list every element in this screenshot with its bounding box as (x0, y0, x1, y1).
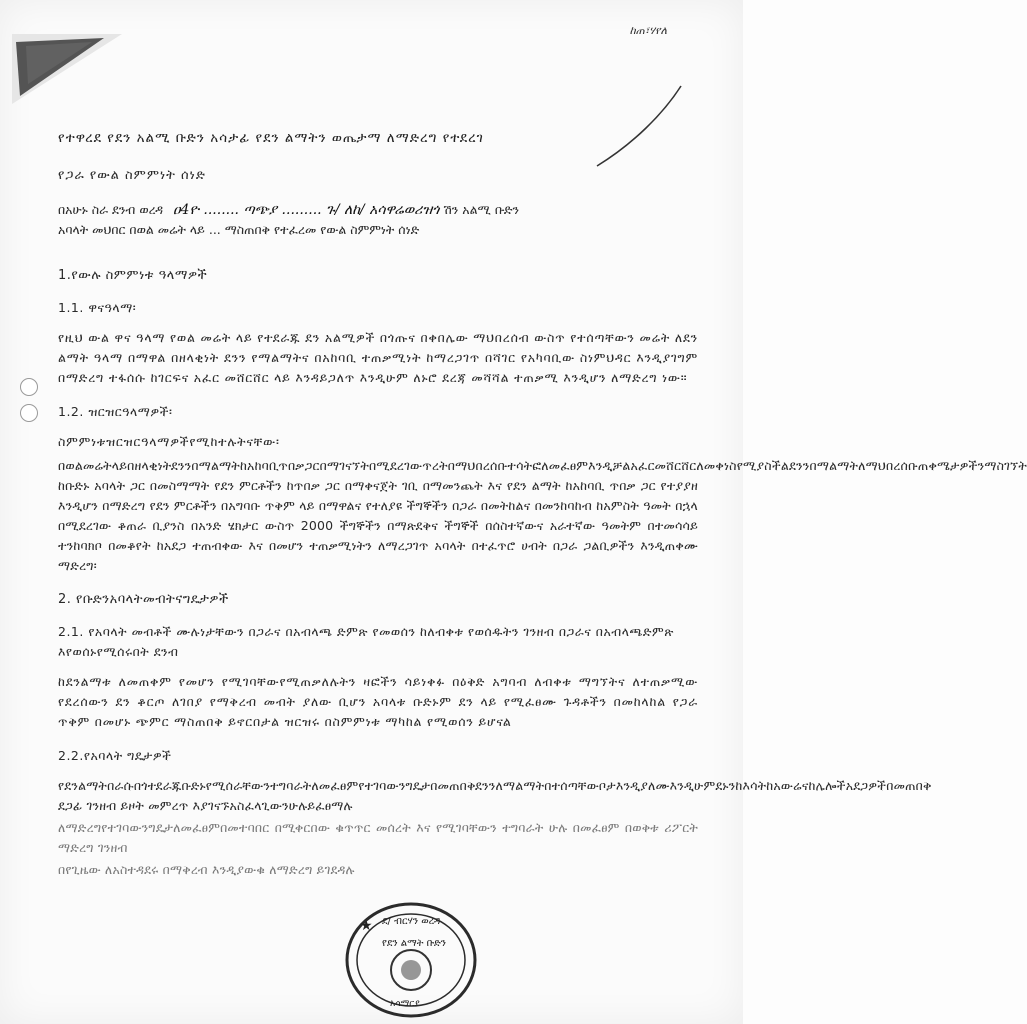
subsection-2-1-heading: 2.1. የአባላት መብቶች ሙሉነታቸውን በጋራና በአብላጫ ድምጽ የመወሰን ከለብቀቱ የወሰዱትን ገንዘብ በጋራና በአብላጫድምጽ እየወሰኑየሚሰሩበት ደንብ (58, 624, 674, 659)
seal-lower-text: አሳማርያ (390, 999, 420, 1009)
subsection-1-1-heading: 1.1. ዋናዓላማ፡ (58, 300, 137, 315)
subsection-2-1-paragraph: ከደንልማቱ ለመጠቀም የመሆን የሚገባቸውየሚጠቃለሉትን ዛፎችን ሳይነቀፉ በዕቅድ አግባብ ለብቀቱ ማግኘትና ለተጠቃሚው የደረሰውን ደን ቆርጦ ለገበያ የማቅረብ መብት ያለው ቢሆን አባላቱ ቡድኑም ደን ላይ የሚፈፀሙ ጉዳቶችን በመከላከል የጋራ ጥቅም በመሆኑ ጭምር ማስጠበቅ ይኖርበታል ዝርዝሩ በስምምነቱ ማካከል የሚወሰን ይሆናል (58, 674, 698, 729)
page-reference-handwritten: ከጠ፣ሃየለ (629, 24, 667, 37)
subsection-2-2-paragraph-2: ለማድረግየተገባውንግዴታለመፈፀምበመተባበር በሚቀርበው ቁጥጥር መሰረት እና የሚገባቸውን ተግባራት ሁሉ በመፈፀም በወቅቱ ሪፖርት ማድረግ ገንዘብ (58, 820, 698, 855)
seal-top-text: ደ/ ብርሃን ወረዳ (382, 916, 441, 927)
party-statement (58, 200, 698, 240)
handwritten-party-name: ዐ4ዮ ........ ጣጭያ ......... ጉ/ ለከ/ አሳዋሬወሪዝጎ (173, 202, 440, 218)
document-type: የጋራ የውል ስምምነት ሰነድ (58, 168, 206, 183)
document-body (58, 128, 1027, 894)
subsection-2-2-paragraph-3: በየጊዜው ለአስተዳደሩ በማቅረብ እንዲያውቁ ለማድረግ ይገደዳሉ (58, 862, 355, 877)
party-line-suffix: ሽን አልሚ ቡድን (443, 202, 520, 217)
subsection-2-2-heading: 2.2.የአባላት ግዴታዎች (58, 748, 172, 763)
subsection-1-2-paragraph: በወልመሬትላይበዘላቂነትደንንበማልማትከአከባቢጥበቃጋርበማገናኘትበሚደረገውጥረትበማህበረሰቡተሳትፎለመፈፀምእንዲቻልአፈርመሸርሸርለመቀነስየሚያስችልደንንበማልማትለማህበረሰቡጠቀሜታዎችንማስገኘት ከቡድኑ አባላት ጋር በመስማማት የደን ምርቶችን ከጥበቃ ጋር በማቀናጀት ገቢ በማመንጨት እና የደን ልማት ከአከባቢ ጥበቃ ጋር የተያያዘ እንዲሆን በማድረግ የደን ምርቶችን በአግባቡ ጥቅም ላይ በማዋልና የተለያዩ ችግኞችን በጋራ በመትከልና በመንከባከብ ከአምስት ዓመት በኋላ በሚደረገው ቆጠራ ቢያንስ በአንድ ሄክታር ውስጥ 2000 ችግኞችን በማጽደቅና ችግኞች በሰስተኛውና አራተኛው ዓመትም በተመሳሳይ ተንከባክቦ በመቆየት ከአደጋ ተጠብቀው እና በመሆን ተጠቃሚነትን ለማረጋገጥ አባላት በተፈጥሮ ሀብት በጋራ ጋልቢዎችን እንዲጠቀሙ ማድረግ፡ (58, 458, 1027, 573)
party-line-2: አባላት መህበር በወል መሬት ላይ ... ማስጠበቅ የተፈረመ የውል ስምምነት ሰነድ (58, 222, 420, 237)
folded-corner-mark (12, 34, 122, 104)
party-line-prefix: በአሁኑ ስራ ደንብ ወረዳ (58, 202, 164, 217)
official-seal-stamp (342, 888, 480, 1018)
subsection-2-2-paragraph-1: የደንልማትበራሱበጎተደራጁቡድኑየሚሰራቸውንተግባራትለመፈፀምየተገባውንግዴታበመጠበቅደንንለማልማትበተሰጣቸውቦታእንዲያለሙእንዲሁምደኑንከእሳትከአውሬናከሌሎችአደጋዎችበመጠበቅ ደጋፊ ገንዘብ ይዞት መምረጥ እያገናኙአስፈላጊውንሁሉይፈፀማሉ (58, 778, 932, 813)
punch-hole-upper (20, 378, 38, 396)
document-title: የተዋረደ የደን አልሚ ቡድን አሳታፊ የደን ልማትን ወጤታማ ለማድረግ የተደረገ (58, 130, 484, 146)
subsection-1-2-heading: 1.2. ዝርዝርዓላማዎች፡ (58, 404, 173, 419)
seal-star-icon: ★ (360, 918, 373, 934)
section-1-heading: 1.የውሉ ስምምነቱ ዓላማዎች (58, 268, 208, 283)
subsection-1-2-intro: ስምምነቱዝርዝርዓላማዎችየሚከተሉትናቸው፡ (58, 434, 280, 449)
section-2-heading: 2. የቡድንአባላትመብትናግዴታዎች (58, 592, 229, 607)
punch-hole-lower (20, 404, 38, 422)
subsection-1-1-paragraph: የዚህ ውል ዋና ዓላማ የወል መሬት ላይ የተደራጁ ደን አልሚዎች በጎጡና በቀበሌው ማህበረሰብ ውስጥ የተሰጣቸውን መሬት ለደን ልማት ዓላማ በማዋል በዘላቂነት ደንን የማልማትና በአከባቢ ተጠቃሚነት ከማረጋገጥ በሻገር የአካባቢው ስነምህዳር እንዲያገግም በማድረግ ተፋሰሱ ከገርፍና አፈር መሸርሸር ላይ እንዳይጋለጥ እንዲሁም ለኑሮ ደረጃ መሻሻል ተጠቃሚ እንዲሆን ለማድረግ ነው። (58, 330, 698, 385)
party-line-1 (58, 200, 698, 220)
seal-middle-text: የደን ልማት ቡድን (382, 938, 447, 949)
